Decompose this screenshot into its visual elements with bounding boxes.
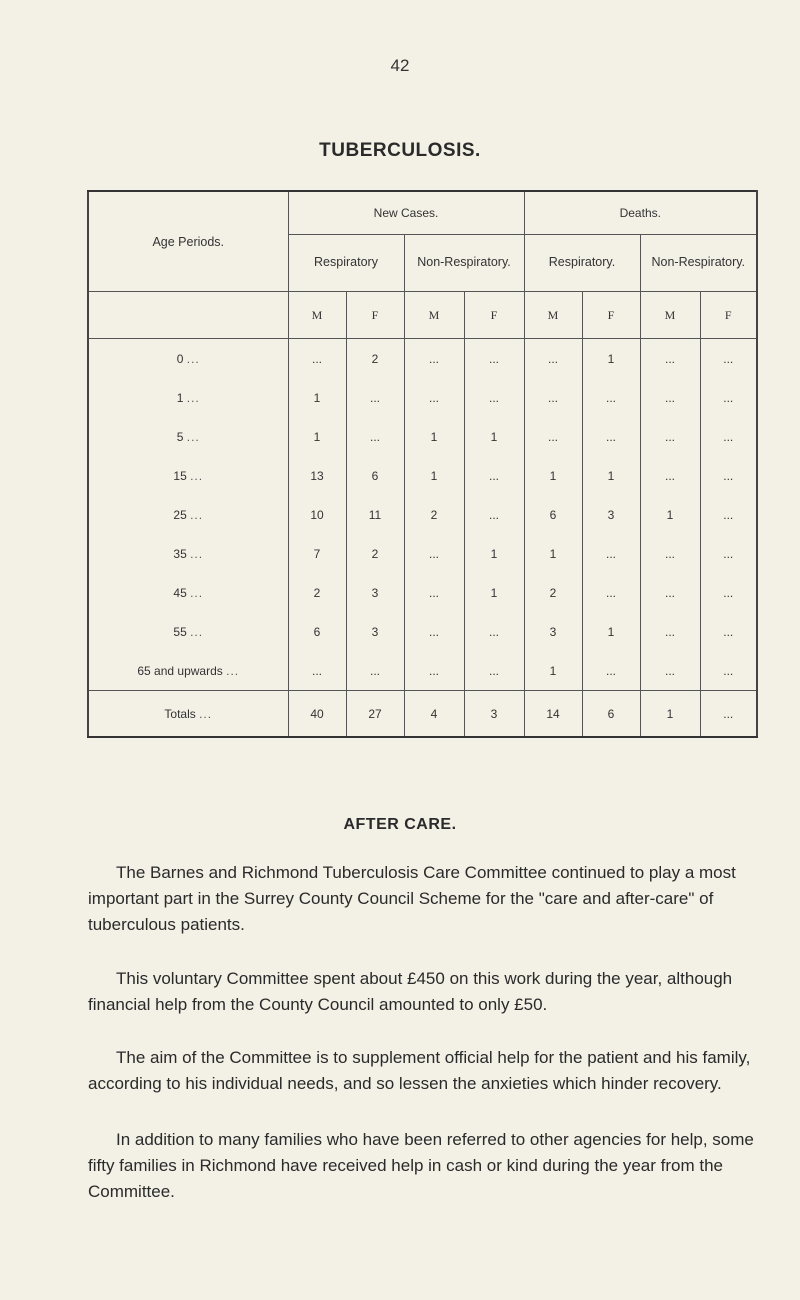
- count-cell: ...: [464, 456, 524, 495]
- count-cell: 3: [582, 495, 640, 534]
- age-period-cell: [88, 417, 288, 456]
- after-care-paragraph: This voluntary Committee spent about £450 on this work during the year, although financial help from the County Council amounted to only £50.: [88, 969, 733, 1014]
- new-cases-header: New Cases.: [288, 191, 524, 235]
- sex-header-f: F: [700, 292, 757, 339]
- age-period-label: 1: [176, 390, 184, 405]
- age-period-label: 15: [173, 468, 187, 483]
- page-number: 42: [390, 56, 410, 75]
- count-cell: ...: [288, 339, 346, 379]
- count-cell: 3: [346, 612, 404, 651]
- count-cell: ...: [640, 339, 700, 379]
- totals-value: 40: [288, 691, 346, 738]
- count-cell: ...: [640, 417, 700, 456]
- totals-row: [88, 691, 757, 738]
- count-cell: ...: [582, 534, 640, 573]
- age-period-label: 25: [173, 507, 187, 522]
- count-cell: ...: [404, 573, 464, 612]
- count-cell: ...: [464, 651, 524, 691]
- count-cell: 1: [640, 495, 700, 534]
- count-cell: ...: [346, 378, 404, 417]
- count-cell: 2: [346, 534, 404, 573]
- count-cell: ...: [524, 417, 582, 456]
- table-row: [88, 651, 757, 691]
- count-cell: 2: [524, 573, 582, 612]
- count-cell: 1: [582, 339, 640, 379]
- count-cell: 1: [524, 456, 582, 495]
- totals-value: 3: [464, 691, 524, 738]
- leader-dots: ...: [190, 546, 204, 561]
- age-period-label: 65 and upwards: [137, 663, 223, 678]
- count-cell: 1: [464, 573, 524, 612]
- age-period-label: 5: [176, 429, 184, 444]
- count-cell: ...: [288, 651, 346, 691]
- leader-dots: ...: [186, 429, 200, 444]
- age-period-cell: [88, 339, 288, 379]
- sex-header-f: F: [582, 292, 640, 339]
- count-cell: ...: [464, 495, 524, 534]
- deaths-non-respiratory-header: Non-Respiratory.: [640, 235, 757, 292]
- count-cell: ...: [700, 378, 757, 417]
- age-period-cell: [88, 612, 288, 651]
- count-cell: ...: [464, 378, 524, 417]
- count-cell: ...: [346, 651, 404, 691]
- age-period-cell: [88, 456, 288, 495]
- count-cell: 2: [346, 339, 404, 379]
- count-cell: 1: [524, 534, 582, 573]
- count-cell: ...: [582, 378, 640, 417]
- count-cell: ...: [524, 339, 582, 379]
- count-cell: ...: [524, 378, 582, 417]
- table-row: [88, 456, 757, 495]
- leader-dots: ...: [190, 585, 204, 600]
- count-cell: 1: [288, 378, 346, 417]
- table-row: [88, 339, 757, 379]
- count-cell: ...: [464, 612, 524, 651]
- leader-dots: ...: [186, 351, 200, 366]
- count-cell: 6: [346, 456, 404, 495]
- count-cell: ...: [404, 651, 464, 691]
- count-cell: 3: [346, 573, 404, 612]
- count-cell: ...: [640, 534, 700, 573]
- leader-dots: ...: [186, 390, 200, 405]
- count-cell: 1: [404, 417, 464, 456]
- count-cell: ...: [700, 339, 757, 379]
- table-row: [88, 378, 757, 417]
- count-cell: ...: [346, 417, 404, 456]
- age-subheader-blank: [88, 292, 288, 339]
- totals-value: 6: [582, 691, 640, 738]
- age-period-cell: [88, 651, 288, 691]
- count-cell: ...: [700, 651, 757, 691]
- deaths-respiratory-header: Respiratory.: [524, 235, 640, 292]
- age-period-label: 35: [173, 546, 187, 561]
- sex-header-m: M: [404, 292, 464, 339]
- after-care-title: AFTER CARE.: [343, 816, 457, 833]
- count-cell: ...: [700, 456, 757, 495]
- table-row: [88, 612, 757, 651]
- totals-value: 1: [640, 691, 700, 738]
- count-cell: ...: [700, 495, 757, 534]
- age-period-cell: [88, 573, 288, 612]
- totals-label-cell: [88, 691, 288, 738]
- totals-value: 14: [524, 691, 582, 738]
- count-cell: ...: [582, 573, 640, 612]
- count-cell: 13: [288, 456, 346, 495]
- sex-header-f: F: [346, 292, 404, 339]
- count-cell: ...: [464, 339, 524, 379]
- age-period-label: 0: [176, 351, 184, 366]
- count-cell: 1: [288, 417, 346, 456]
- count-cell: ...: [700, 573, 757, 612]
- totals-value: 4: [404, 691, 464, 738]
- table-row: [88, 573, 757, 612]
- new-respiratory-header: Respiratory: [288, 235, 404, 292]
- tuberculosis-table: [87, 190, 758, 738]
- count-cell: 1: [524, 651, 582, 691]
- deaths-header: Deaths.: [524, 191, 757, 235]
- leader-dots: ...: [190, 468, 204, 483]
- age-periods-header: Age Periods.: [88, 191, 288, 292]
- new-non-respiratory-header: Non-Respiratory.: [404, 235, 524, 292]
- leader-dots: ...: [190, 507, 204, 522]
- tuberculosis-title: TUBERCULOSIS.: [319, 140, 481, 161]
- count-cell: ...: [404, 339, 464, 379]
- count-cell: 1: [464, 417, 524, 456]
- count-cell: 2: [404, 495, 464, 534]
- count-cell: 1: [582, 612, 640, 651]
- count-cell: ...: [404, 378, 464, 417]
- after-care-paragraph: The Barnes and Richmond Tuberculosis Care Committee continued to play a most important part in the Surrey County Council Scheme for the "care and after-care" of tuberculous patients.: [88, 863, 736, 934]
- sex-header-m: M: [524, 292, 582, 339]
- after-care-paragraph: In addition to many families who have been referred to other agencies for help, some fifty families in Richmond have received help in cash or kind during the year from the Committee.: [88, 1130, 754, 1201]
- count-cell: ...: [582, 651, 640, 691]
- count-cell: ...: [404, 534, 464, 573]
- age-period-cell: [88, 495, 288, 534]
- after-care-paragraph: The aim of the Committee is to supplement official help for the patient and his family, according to his individual needs, and so lessen the anxieties which hinder recovery.: [88, 1048, 751, 1093]
- count-cell: 6: [288, 612, 346, 651]
- totals-value: ...: [700, 691, 757, 738]
- leader-dots: ...: [190, 624, 204, 639]
- sex-header-m: M: [640, 292, 700, 339]
- sex-header-m: M: [288, 292, 346, 339]
- count-cell: ...: [582, 417, 640, 456]
- count-cell: ...: [700, 417, 757, 456]
- count-cell: ...: [404, 612, 464, 651]
- table-row: [88, 417, 757, 456]
- count-cell: 6: [524, 495, 582, 534]
- count-cell: ...: [640, 573, 700, 612]
- count-cell: ...: [640, 651, 700, 691]
- count-cell: 1: [582, 456, 640, 495]
- leader-dots: ...: [199, 706, 213, 721]
- count-cell: 7: [288, 534, 346, 573]
- count-cell: 1: [404, 456, 464, 495]
- totals-value: 27: [346, 691, 404, 738]
- count-cell: 11: [346, 495, 404, 534]
- count-cell: ...: [640, 378, 700, 417]
- table-row: [88, 534, 757, 573]
- age-period-label: 45: [173, 585, 187, 600]
- age-period-cell: [88, 534, 288, 573]
- count-cell: 1: [464, 534, 524, 573]
- leader-dots: ...: [226, 663, 240, 678]
- age-period-cell: [88, 378, 288, 417]
- count-cell: ...: [700, 612, 757, 651]
- table-row: [88, 495, 757, 534]
- sex-header-f: F: [464, 292, 524, 339]
- count-cell: 10: [288, 495, 346, 534]
- age-period-label: 55: [173, 624, 187, 639]
- count-cell: 2: [288, 573, 346, 612]
- totals-label: Totals: [164, 706, 196, 721]
- count-cell: 3: [524, 612, 582, 651]
- count-cell: ...: [640, 456, 700, 495]
- count-cell: ...: [640, 612, 700, 651]
- count-cell: ...: [700, 534, 757, 573]
